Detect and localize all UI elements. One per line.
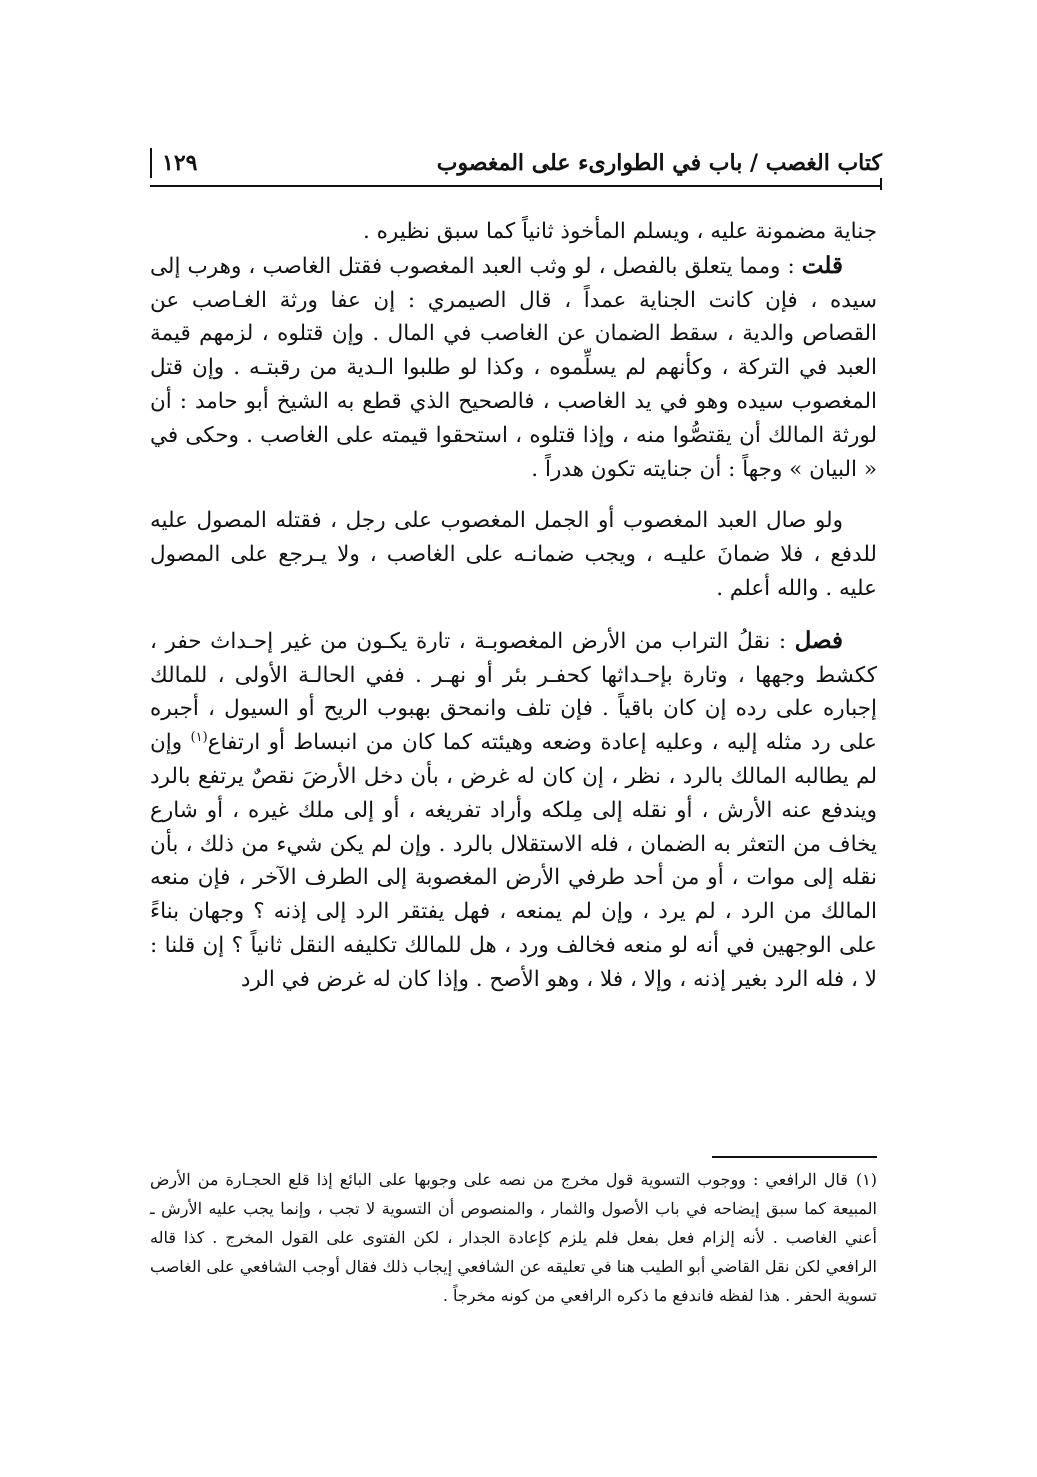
footnote-1-number: (١) xyxy=(855,1170,877,1189)
footnote-1-text: قال الرافعي : ووجوب التسوية قول مخرج من نصه على وجوبها على البائع إذا قلع الحجـارة من الأرض المبيعة كما سبق إيضاحه في باب الأصول والثمار ، والمنصوص أن التسوية لا تجب ، وإنما يجب عليه الأرش ـ أعني الغاصب . لأنه إلزام فعل بفعل فلم يلزم كإعادة الجدار ، لكن الفتوى على القول المخرج . كذا قاله الرافعي لكن نقل القاضي أبو الطيب هنا في تعليقه عن الشافعي إيجاب ذلك فقال أوجب الشافعي على الغاصب تسوية الحفر . هذا لفظه فاندفع ما ذكره الرافعي من كونه مخرجاً . xyxy=(150,1170,878,1305)
header-rule xyxy=(150,185,882,187)
main-text xyxy=(150,215,877,997)
header-title: كتاب الغصب / باب في الطوارىء على المغصوب xyxy=(436,150,882,176)
paragraph-4 xyxy=(150,624,877,997)
paragraph-2-text: : ومما يتعلق بالفصل ، لو وثب العبد المغصوب فقتل الغاصب ، وهرب إلى سيده ، فإن كانت الجناية عمداً ، قال الصيمري : إن عفا ورثة الغـاصب عن القصاص والدية ، سقط الضمان عن الغاصب في المال . وإن قتلوه ، لزمهم قيمة العبد في التركة ، وكأنهم لم يسلِّموه ، وكذا لو طلبوا الـدية من رقبتـه . وإن قتل المغصوب سيده وهو في يد الغاصب ، فالصحيح الذي قطع به الشيخ أبو حامد : أن لورثة المالك أن يقتصُّوا منه ، وإذا قتلوه ، استحقوا قيمته على الغاصب . وحكى في « البيان » وجهاً : أن جنايته تكون هدراً . xyxy=(150,253,877,482)
footnote-reference[interactable]: (١) xyxy=(190,730,208,745)
paragraph-4-text-part-2: وإن لم يطالبه المالك بالرد ، نظر ، إن كان له غرض ، بأن دخل الأرضَ نقصٌ يرتفع بالرد ويندفع عنه الأرش ، أو نقله إلى مِلكه وأراد تفريغه ، أو إلى ملك غيره ، أو شارع يخاف من التعثر به الضمان ، فله الاستقلال بالرد . وإن لم يكن شيء من ذلك ، بأن نقله إلى موات ، أو من أحد طرفي الأرض المغصوبة إلى الطرف الآخر ، فإن منعه المالك من الرد ، لم يرد ، وإن لم يمنعه ، فهل يفتقر الرد إلى إذنه ؟ وجهان بناءً على الوجهين في أنه لو منعه فخالف ورد ، هل للمالك تكليفه النقل ثانياً ؟ إن قلنا : لا ، فله الرد بغير إذنه ، وإلا ، فلا ، وهو الأصح . وإذا كان له غرض في الرد xyxy=(150,730,877,992)
paragraph-4-text-part-1: : نقلُ التراب من الأرض المغصوبـة ، تارة يكـون من غير إحـداث حفر ، ككشط وجهها ، وتارة بإحـداثها كحفـر بئر أو نهـر . ففي الحالـة الأولى ، للمالك إجباره على رده إن كان باقياً . فإن تلف وانمحق بهبوب الريح أو السيول ، أجبره على رد مثله إليه ، وعليه إعادة وضعه وهيئته كما كان من انبساط أو ارتفاع xyxy=(150,628,877,756)
paragraph-2-lead-word: قلت xyxy=(801,251,843,279)
paragraph-1: جناية مضمونة عليه ، ويسلم المأخوذ ثانياً كما سبق نظيره . xyxy=(362,219,877,244)
paragraph-2 xyxy=(150,249,877,487)
running-header xyxy=(150,148,882,184)
footnote-rule xyxy=(712,1156,877,1158)
header-rule-tick xyxy=(880,178,882,190)
page-number: ١٢٩ xyxy=(150,148,197,178)
paragraph-4-lead-word: فصل xyxy=(794,626,843,654)
paragraph-3: ولو صال العبد المغصوب أو الجمل المغصوب على رجل ، فقتله المصول عليه للدفع ، فلا ضمانَ عليـه ، ويجب ضمانـه على الغاصب ، ولا يـرجع على المصول عليه . والله أعلم . xyxy=(150,508,877,601)
footnotes xyxy=(150,1165,877,1310)
footnote-1 xyxy=(150,1165,877,1310)
